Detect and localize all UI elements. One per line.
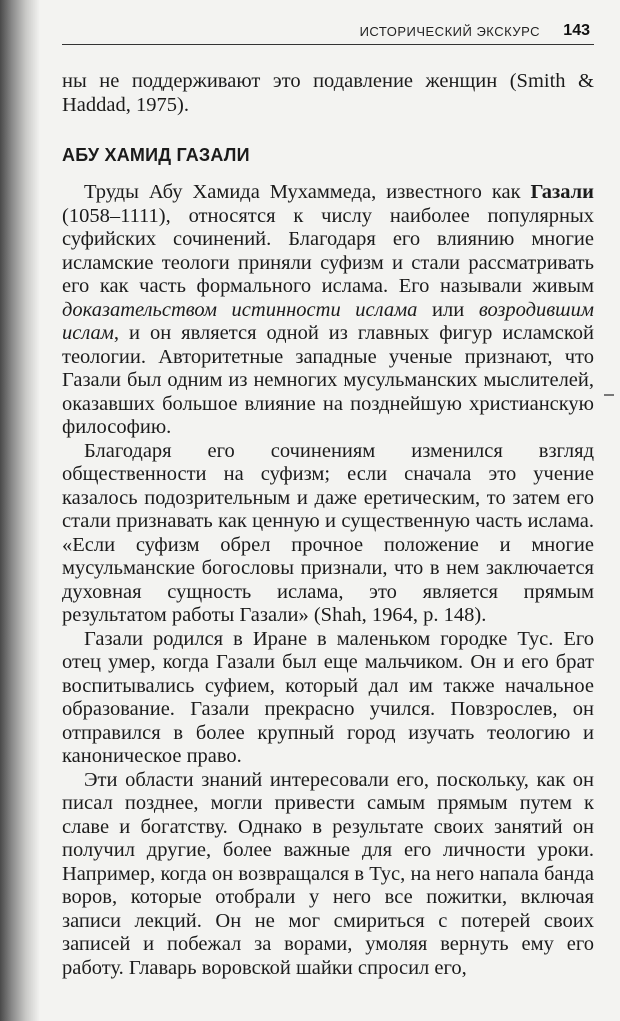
- header-rule: [62, 44, 594, 45]
- section-heading: АБУ ХАМИД ГАЗАЛИ: [62, 145, 250, 165]
- running-head-section: ИСТОРИЧЕСКИЙ ЭКСКУРС: [359, 24, 540, 39]
- p1-text-a: Труды Абу Хамида Мухаммеда, известного как: [84, 181, 531, 203]
- paragraph-4: Эти области знаний интересовали его, поскольку, как он писал позднее, могли привести самым прямым путем к славе и богатству. Однако в результате своих занятий он получил другие, более важные для его личности уроки. Например, когда он возвращался в Тус, на него напала банда воров, которые отобрали у него все пожитки, включая записи лекций. Он не мог смириться с потерей своих записей и побежал за ворами, умоляя вернуть ему его работу. Главарь воровской шайки спросил его,: [62, 768, 594, 979]
- p1-text-c: или: [417, 298, 479, 321]
- paragraph-3: Газали родился в Иране в маленьком городке Тус. Его отец умер, когда Газали был еще мальчиком. Он и его брат воспитывались суфием, который дал им также начальное образование. Газали прекрасно учился. Повзрослев, он отправился в более крупный город изучать теологию и каноническое право.: [62, 627, 594, 767]
- paragraph-1: [62, 181, 594, 440]
- margin-mark: [604, 394, 614, 396]
- body-text: [62, 181, 594, 980]
- paragraph-2: Благодаря его сочинениям изменился взгляд общественности на суфизм; если сначала это учение казалось подозрительным и даже еретическим, то затем его стали признавать как ценную и существенную часть ислама. «Если суфизм обрел прочное положение и многие мусульманские богословы признали, что в нем заключается духовная сущность ислама, это является прямым результатом работы Газали» (Shah, 1964, p. 148).: [62, 439, 594, 626]
- book-gutter-shadow: [0, 0, 40, 1021]
- running-head: [62, 20, 594, 46]
- book-page: [62, 0, 594, 1021]
- p1-name-bold: Газали: [530, 181, 594, 203]
- intro-paragraph: ны не поддерживают это подавление женщин (Smith & Haddad, 1975).: [62, 70, 594, 116]
- page-number: 143: [563, 22, 590, 39]
- intro-block: [62, 70, 594, 117]
- p1-text-b: (1058–1111), относятся к числу наиболее популярных суфийских сочинений. Благодаря его влиянию многие исламские теологи приняли суфизм и стали рассматривать его как часть формального ислама. Его называли живым: [62, 204, 594, 297]
- p1-italic-1: доказательством истинности ислама: [62, 298, 418, 321]
- p1-text-d: , и он является одной из главных фигур исламской теологии. Авторитетные западные ученые признают, что Газали был одним из немногих мусульманских мыслителей, оказавших большое влияние на позднейшую христианскую философию.: [62, 322, 594, 438]
- p1-italic-2: возродившим ислам: [62, 298, 594, 344]
